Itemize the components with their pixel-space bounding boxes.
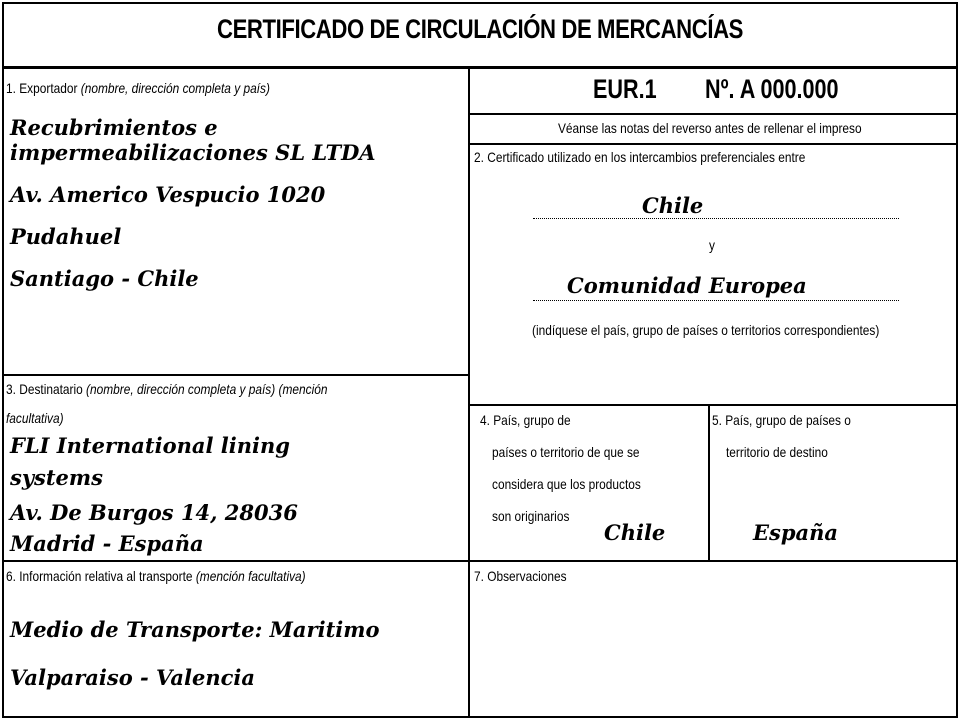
box1-label-prefix: 1. Exportador	[6, 80, 81, 96]
box6-label	[6, 568, 306, 584]
box3-label-line2-text: facultativa)	[6, 410, 64, 426]
eur-form-label: EUR.1	[593, 74, 657, 104]
origin-country: Chile	[604, 520, 666, 545]
box2-country1: Chile	[642, 193, 704, 218]
exporter-line-1: Recubrimientos e	[10, 115, 218, 140]
consignee-line-3: Av. De Burgos 14, 28036	[10, 500, 298, 525]
consignee-line-1: FLI International lining	[10, 433, 290, 458]
box2-hint: (indíquese el país, grupo de países o territorios correspondientes)	[532, 322, 880, 338]
box2-label: 2. Certificado utilizado en los intercambios preferenciales entre	[474, 149, 806, 165]
box3-label-italic: (nombre, dirección completa y país) (mención	[86, 381, 328, 397]
box3-label	[6, 381, 327, 397]
box5-label-2: territorio de destino	[726, 444, 828, 460]
exporter-line-4: Pudahuel	[10, 224, 122, 249]
box2-country2: Comunidad Europea	[567, 273, 807, 298]
box1-label-italic: (nombre, dirección completa y país)	[80, 80, 270, 96]
dotted-line-2	[533, 300, 899, 301]
main-divider	[468, 67, 470, 718]
rule-box1-bottom	[2, 374, 470, 376]
box4-label-4: son originarios	[492, 508, 570, 524]
box4-label-1: 4. País, grupo de	[480, 412, 571, 428]
box2-connector: y	[709, 237, 715, 253]
box6-label-italic: (mención facultativa)	[195, 568, 306, 584]
box6-label-prefix: 6. Información relativa al transporte	[6, 568, 196, 584]
page-title: CERTIFICADO DE CIRCULACIÓN DE MERCANCÍAS	[216, 14, 744, 44]
box1-label	[6, 80, 270, 96]
exporter-line-3: Av. Americo Vespucio 1020	[10, 182, 326, 207]
exporter-line-2: impermeabilizaciones SL LTDA	[10, 140, 376, 165]
rule-box3-bottom	[2, 560, 958, 562]
box4-box5-divider	[708, 404, 710, 560]
consignee-line-4: Madrid - España	[10, 531, 204, 556]
exporter-line-5: Santiago - Chile	[10, 266, 199, 291]
box5-label-1: 5. País, grupo de países o	[712, 412, 851, 428]
rule-notes-bottom	[468, 143, 958, 145]
box4-label-3: considera que los productos	[492, 476, 641, 492]
dotted-line-1	[533, 218, 899, 219]
consignee-line-2: systems	[10, 465, 103, 490]
box3-label-line2	[6, 410, 64, 426]
box3-label-prefix: 3. Destinatario	[6, 381, 87, 397]
destination-country: España	[753, 520, 838, 545]
notes-line: Véanse las notas del reverso antes de rellenar el impreso	[558, 120, 862, 136]
eur-number: Nº. A 000.000	[705, 74, 839, 104]
box4-label-2: países o territorio de que se	[492, 444, 640, 460]
box7-label: 7. Observaciones	[474, 568, 567, 584]
transport-line-2: Valparaiso - Valencia	[10, 665, 256, 690]
transport-line-1: Medio de Transporte: Maritimo	[10, 617, 380, 642]
rule-box2-bottom	[468, 404, 958, 406]
rule-eur-bottom	[468, 113, 958, 115]
